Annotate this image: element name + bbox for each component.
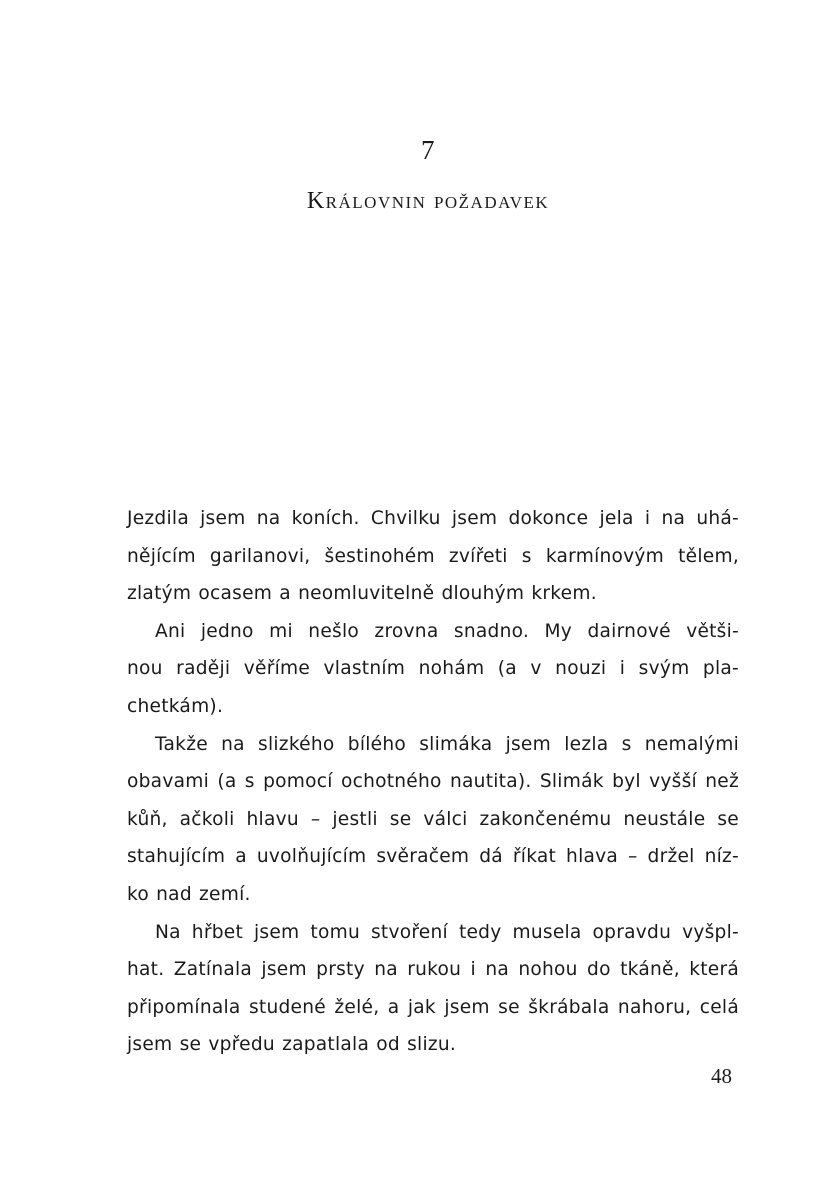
paragraph: [127, 914, 739, 1064]
text-line: nějícím garilanovi, šestinohém zvířeti s karmínovým tělem,: [127, 545, 739, 567]
text-line: hat. Zatínala jsem prsty na rukou i na nohou do tkáně, která: [127, 959, 739, 981]
paragraph: [127, 500, 739, 613]
text-line: nou raději věříme vlastním nohám (a v nouzi i svým pla-: [127, 658, 739, 680]
chapter-number: 7: [421, 135, 435, 165]
text-line: jsem se vpředu zapatlala od slizu.: [127, 1034, 457, 1056]
text-line: stahujícím a uvolňujícím svěračem dá říkat hlava – držel níz-: [127, 846, 739, 868]
paragraph: [127, 613, 739, 726]
text-line: Na hřbet jsem tomu stvoření tedy musela opravdu vyšpl-: [155, 921, 739, 943]
text-line: Ani jedno mi nešlo zrovna snadno. My dairnové větši-: [155, 620, 739, 642]
text-line: chetkám).: [127, 695, 224, 717]
text-line: zlatým ocasem a neomluvitelně dlouhým krkem.: [127, 583, 597, 605]
text-line: Jezdila jsem na koních. Chvilku jsem dokonce jela i na uhá-: [127, 508, 739, 529]
text-line: připomínala studené želé, a jak jsem se škrábala nahoru, celá: [127, 996, 739, 1018]
paragraph: [127, 726, 739, 914]
text-line: Takže na slizkého bílého slimáka jsem lezla s nemalými: [155, 733, 739, 755]
page-number: 48: [711, 1064, 732, 1088]
text-line: obavami (a s pomocí ochotného nautita). Slimák byl vyšší než: [127, 771, 739, 793]
body-text: [127, 500, 739, 1064]
text-line: ko nad zemí.: [127, 883, 251, 905]
chapter-title: Královnin požadavek: [306, 188, 550, 214]
text-line: kůň, ačkoli hlavu – jestli se válci zakončenému neustále se: [127, 808, 739, 830]
